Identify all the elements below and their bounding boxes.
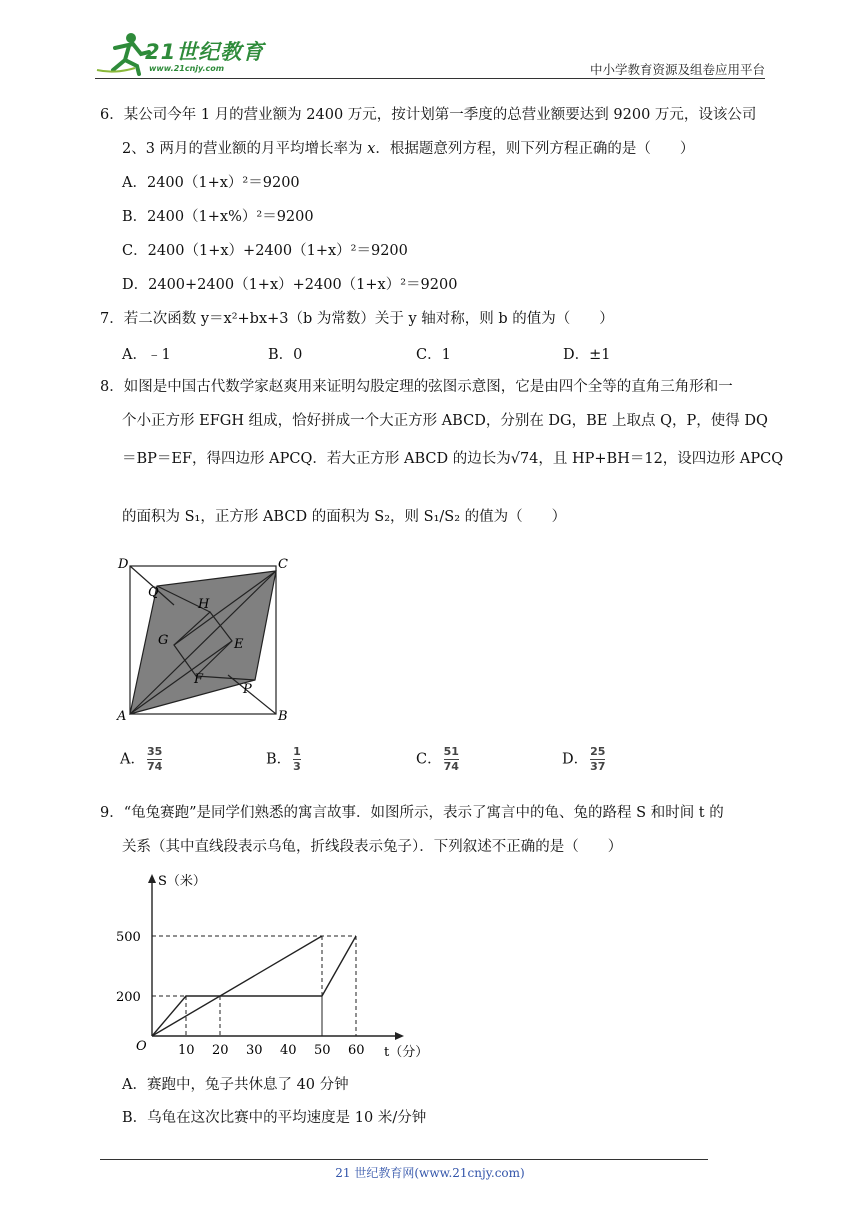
- x-tick-label: 20: [212, 1043, 229, 1058]
- hare-line: [152, 936, 356, 1036]
- q8-option-c[interactable]: C． $\frac{51}{74}$: [416, 745, 459, 773]
- header-rule: [95, 78, 765, 79]
- y-axis-arrow: [148, 874, 156, 883]
- label-b: B: [278, 709, 288, 724]
- zhao-shuang-diagram: [112, 552, 302, 727]
- q7-option-d[interactable]: D．±1: [563, 347, 611, 363]
- q9-option-a[interactable]: A．赛跑中，兔子共休息了 40 分钟: [122, 1077, 349, 1093]
- q8-option-a[interactable]: A． $\frac{35}{74}$: [120, 745, 163, 773]
- x-tick-label: 50: [314, 1043, 331, 1058]
- logo-url: www.21cnjy.com: [149, 64, 225, 73]
- q6-option-b[interactable]: B．2400（1+x%）²＝9200: [122, 209, 314, 225]
- x-axis-arrow: [395, 1032, 404, 1040]
- q9-line1: 9．“龟兔赛跑”是同学们熟悉的寓言故事．如图所示，表示了寓言中的龟、兔的路程 S 和时间 t 的: [100, 805, 724, 821]
- q8-line2: 个小正方形 EFGH 组成，恰好拼成一个大正方形 ABCD，分别在 DG，BE 上取点 Q，P，使得 DQ: [122, 413, 768, 429]
- label-h: H: [198, 597, 210, 612]
- platform-name: 中小学教育资源及组卷应用平台: [589, 62, 765, 77]
- label-g: G: [158, 633, 169, 648]
- origin-label: O: [136, 1039, 147, 1054]
- label-d: D: [118, 557, 129, 572]
- label-e: E: [234, 637, 244, 652]
- q6-option-c[interactable]: C．2400（1+x）+2400（1+x）²＝9200: [122, 243, 408, 259]
- label-f: F: [194, 672, 204, 687]
- x-tick-label: 10: [178, 1043, 195, 1058]
- q7-option-c[interactable]: C．1: [416, 347, 451, 363]
- q9-option-b[interactable]: B．乌龟在这次比赛中的平均速度是 10 米/分钟: [122, 1110, 427, 1126]
- y-tick-label: 200: [116, 990, 141, 1005]
- q8-option-d[interactable]: D． $\frac{25}{37}$: [562, 745, 606, 773]
- label-a: A: [117, 709, 127, 724]
- q8-line1: 8．如图是中国古代数学家赵爽用来证明勾股定理的弦图示意图，它是由四个全等的直角三角形和一: [100, 379, 733, 395]
- q7-stem: 7．若二次函数 y＝x²+bx+3（b 为常数）关于 y 轴对称，则 b 的值为（ ）: [100, 311, 614, 327]
- q6-option-d[interactable]: D．2400+2400（1+x）+2400（1+x）²＝9200: [122, 277, 458, 293]
- x-tick-label: 40: [280, 1043, 297, 1058]
- label-p: P: [243, 682, 252, 697]
- x-tick-label: 30: [246, 1043, 263, 1058]
- label-c: C: [278, 557, 288, 572]
- label-q: Q: [148, 585, 159, 600]
- logo: [95, 30, 265, 78]
- y-axis-label: S（米）: [158, 874, 206, 889]
- footer-rule: [100, 1159, 708, 1160]
- logo-title: 21世纪教育: [145, 40, 265, 64]
- q8-line3: ＝BP＝EF，得四边形 APCQ．若大正方形 ABCD 的边长为√74，且 HP+BH＝12，设四边形 APCQ: [122, 451, 784, 467]
- header: [95, 30, 765, 80]
- q7-option-a[interactable]: A．﹣1: [122, 347, 171, 363]
- race-chart: [112, 868, 442, 1063]
- q9-line2: 关系（其中直线段表示乌龟，折线段表示兔子）．下列叙述不正确的是（ ）: [122, 839, 623, 855]
- x-axis-label: t（分）: [384, 1045, 429, 1060]
- tortoise-line: [152, 936, 322, 1036]
- q7-option-b[interactable]: B．0: [268, 347, 303, 363]
- x-tick-label: 60: [348, 1043, 365, 1058]
- q8-option-b[interactable]: B． $\frac{1}{3}$: [266, 745, 301, 773]
- q8-line4: 的面积为 S₁，正方形 ABCD 的面积为 S₂，则 S₁/S₂ 的值为（ ）: [122, 509, 567, 525]
- y-tick-label: 500: [116, 930, 141, 945]
- q6-option-a[interactable]: A．2400（1+x）²＝9200: [122, 175, 300, 191]
- footer-link[interactable]: 21 世纪教育网(www.21cnjy.com): [335, 1166, 525, 1180]
- q6-line1: 6．某公司今年 1 月的营业额为 2400 万元，按计划第一季度的总营业额要达到 9200 万元，设该公司: [100, 107, 757, 123]
- q6-line2: 2、3 两月的营业额的月平均增长率为 x．根据题意列方程，则下列方程正确的是（ ）: [122, 141, 695, 157]
